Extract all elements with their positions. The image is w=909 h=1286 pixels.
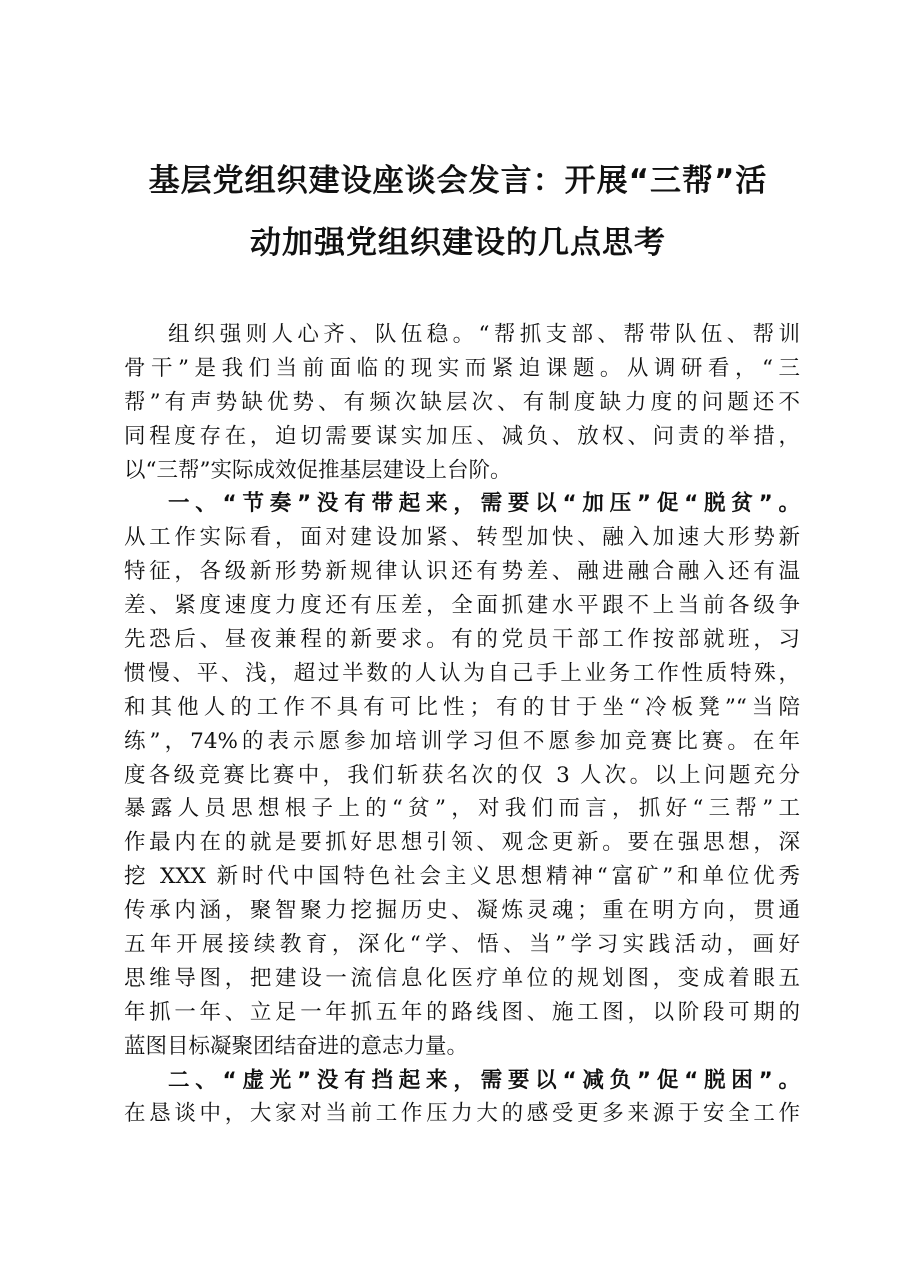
paragraph-intro-line: 同程度存在，迫切需要谋实加压、减负、放权、问责的举措， (124, 423, 800, 449)
section-1-line: 五年开展接续教育，深化“学、悟、当”学习实践活动，画好 (124, 932, 800, 958)
document-title (118, 150, 798, 274)
section-1-line: 暴露人员思想根子上的“贫”，对我们而言，抓好“三帮”工 (124, 796, 800, 822)
section-1-line: 和其他人的工作不具有可比性；有的甘于坐“冷板凳”“当陪 (124, 694, 800, 720)
paragraph-intro-line: 以“三帮”实际成效促推基层建设上台阶。 (124, 457, 512, 483)
section-1-line: 作最内在的就是要抓好思想引领、观念更新。要在强思想，深 (124, 830, 800, 856)
section-1-line: 传承内涵，聚智聚力挖掘历史、凝炼灵魂；重在明方向，贯通 (124, 898, 800, 924)
paragraph-intro-line: 组织强则人心齐、队伍稳。“帮抓支部、帮带队伍、帮训 (168, 322, 800, 347)
section-1-line: 挖 XXX 新时代中国特色社会主义思想精神“富矿”和单位优秀 (124, 864, 800, 890)
document-body (124, 318, 800, 1131)
section-heading-1: 一、“节奏”没有带起来，需要以“加压”促“脱贫”。 (168, 491, 800, 517)
title-line-1: 基层党组织建设座谈会发言：开展“三帮”活 (148, 163, 768, 199)
section-1-line: 度各级竞赛比赛中，我们斩获名次的仅 3 人次。以上问题充分 (124, 762, 800, 788)
title-line-2: 动加强党组织建设的几点思考 (250, 225, 666, 261)
paragraph-intro-line: 骨干”是我们当前面临的现实而紧迫课题。从调研看，“三 (124, 355, 800, 381)
section-1-line: 特征，各级新形势新规律认识还有势差、融进融合融入还有温 (124, 559, 800, 585)
section-1-line: 练”，74%的表示愿参加培训学习但不愿参加竞赛比赛。在年 (124, 728, 800, 754)
section-1-line: 蓝图目标凝聚团结奋进的意志力量。 (124, 1033, 469, 1059)
paragraph-intro-line: 帮”有声势缺优势、有频次缺层次、有制度缺力度的问题还不 (124, 389, 800, 415)
section-1-line: 惯慢、平、浅，超过半数的人认为自己手上业务工作性质特殊， (124, 660, 800, 686)
section-1-line: 思维导图，把建设一流信息化医疗单位的规划图，变成着眼五 (124, 965, 800, 991)
section-2-line: 在恳谈中，大家对当前工作压力大的感受更多来源于安全工作 (124, 1101, 800, 1127)
section-heading-2: 二、“虚光”没有挡起来，需要以“减负”促“脱困”。 (168, 1067, 800, 1093)
section-1-line: 差、紧度速度力度还有压差，全面抓建水平跟不上当前各级争 (124, 593, 800, 619)
section-1-line: 先恐后、昼夜兼程的新要求。有的党员干部工作按部就班，习 (124, 627, 800, 653)
section-1-line: 从工作实际看，面对建设加紧、转型加快、融入加速大形势新 (124, 525, 800, 551)
section-1-line: 年抓一年、立足一年抓五年的路线图、施工图，以阶段可期的 (124, 999, 800, 1025)
